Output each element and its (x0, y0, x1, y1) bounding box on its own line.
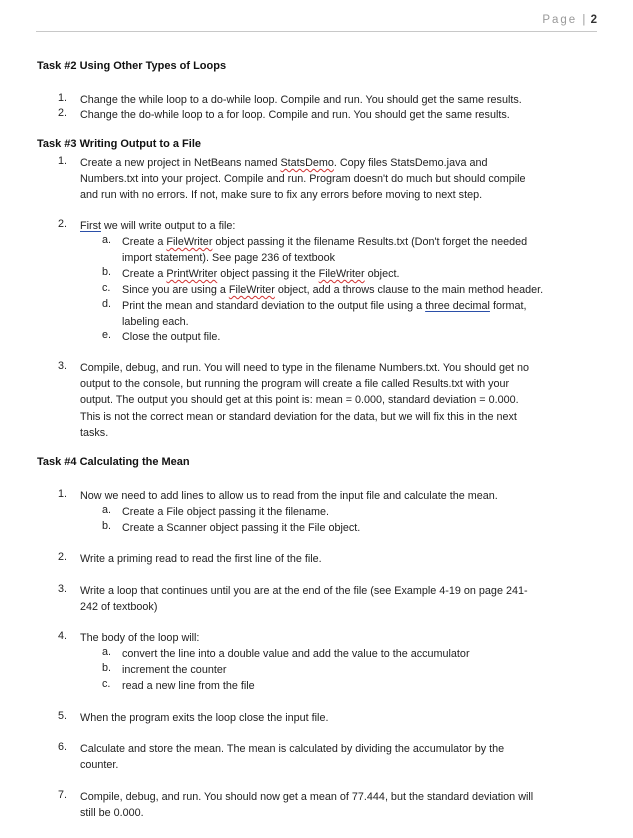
subitem-letter: b. (102, 266, 112, 278)
item-text: When the program exits the loop close the input file. (80, 712, 329, 724)
subitem-text: convert the line into a double value and add the value to the accumulator (122, 648, 470, 660)
item-number: 2. (58, 551, 68, 563)
subitem-text: read a new line from the file (122, 680, 255, 692)
item-text: Create a new project in NetBeans named StatsDemo. Copy files StatsDemo.java and Numbers.txt into your project. Compile and run. Program doesn't do much but should compile and run with no errors. If not, make sure to fix any errors before moving to next step. (80, 157, 526, 202)
misspelled-word: PrintWriter (166, 268, 218, 280)
misspelled-word: FileWriter (318, 268, 365, 280)
subitem-letter: d. (102, 298, 112, 310)
misspelled-word: FileWriter (166, 236, 213, 248)
header-rule (36, 31, 597, 32)
item-text: Change the while loop to a do-while loop. Compile and run. You should get the same results. (80, 94, 522, 106)
task4-heading: Task #4 Calculating the Mean (37, 456, 190, 468)
page-word: Page (542, 14, 578, 26)
item-text: First we will write output to a file: (80, 220, 236, 232)
subitem-letter: b. (102, 520, 112, 532)
item-text: Compile, debug, and run. You will need to type in the filename Numbers.txt. You should get no output to the console, but running the program will create a file called Results.txt with your output. The output you should get at this point is: mean = 0.000, standard deviation = 0.000. This is not the correct mean or standard deviation for the data, but we will fix this in the next tasks. (80, 362, 529, 439)
item-number: 6. (58, 741, 68, 753)
subitem-letter: a. (102, 234, 112, 246)
misspelled-word: StatsDemo (280, 157, 334, 169)
page-separator: | (582, 14, 586, 26)
item-text: Now we need to add lines to allow us to read from the input file and calculate the mean. (80, 490, 498, 502)
subitem-letter: a. (102, 646, 112, 658)
subitem-text: Close the output file. (122, 331, 221, 343)
subitem-text: Create a Scanner object passing it the File object. (122, 522, 361, 534)
item-number: 3. (58, 583, 68, 595)
misspelled-word: FileWriter (228, 284, 275, 296)
subitem-text: Since you are using a FileWriter object, add a throws clause to the main method header. (122, 284, 544, 296)
page-header (542, 14, 597, 26)
item-number: 3. (58, 360, 68, 372)
subitem-letter: e. (102, 329, 112, 341)
item-text: Write a priming read to read the first line of the file. (80, 553, 322, 565)
page-number: 2 (590, 14, 597, 26)
item-text: Compile, debug, and run. You should now get a mean of 77.444, but the standard deviation will still be 0.000. (80, 791, 534, 820)
underlined-phrase: three decimal (425, 300, 490, 312)
subitem-text: increment the counter (122, 664, 227, 676)
item-number: 1. (58, 92, 68, 104)
item-number: 4. (58, 630, 68, 642)
underlined-word: First (80, 220, 101, 232)
subitem-text: Print the mean and standard deviation to the output file using a three decimal format, labeling each. (122, 300, 527, 329)
subitem-text: Create a PrintWriter object passing it the FileWriter object. (122, 268, 400, 280)
item-text: Change the do-while loop to a for loop. Compile and run. You should get the same results. (80, 109, 510, 121)
task2-heading: Task #2 Using Other Types of Loops (37, 60, 227, 72)
subitem-letter: a. (102, 504, 112, 516)
item-number: 2. (58, 107, 68, 119)
item-number: 2. (58, 218, 68, 230)
item-number: 5. (58, 710, 68, 722)
item-text: Write a loop that continues until you are at the end of the file (see Example 4-19 on page 241- 242 of textbook) (80, 585, 528, 614)
item-number: 1. (58, 155, 68, 167)
item-text: The body of the loop will: (80, 632, 200, 644)
item-text: Calculate and store the mean. The mean is calculated by dividing the accumulator by the counter. (80, 743, 505, 772)
subitem-letter: b. (102, 662, 112, 674)
subitem-letter: c. (102, 282, 111, 294)
task3-heading: Task #3 Writing Output to a File (37, 138, 201, 150)
subitem-text: Create a File object passing it the filename. (122, 506, 330, 518)
item-number: 7. (58, 789, 68, 801)
subitem-text: Create a FileWriter object passing it the filename Results.txt (Don't forget the needed import statement). See page 236 of textbook (122, 236, 528, 265)
item-number: 1. (58, 488, 68, 500)
subitem-letter: c. (102, 678, 111, 690)
